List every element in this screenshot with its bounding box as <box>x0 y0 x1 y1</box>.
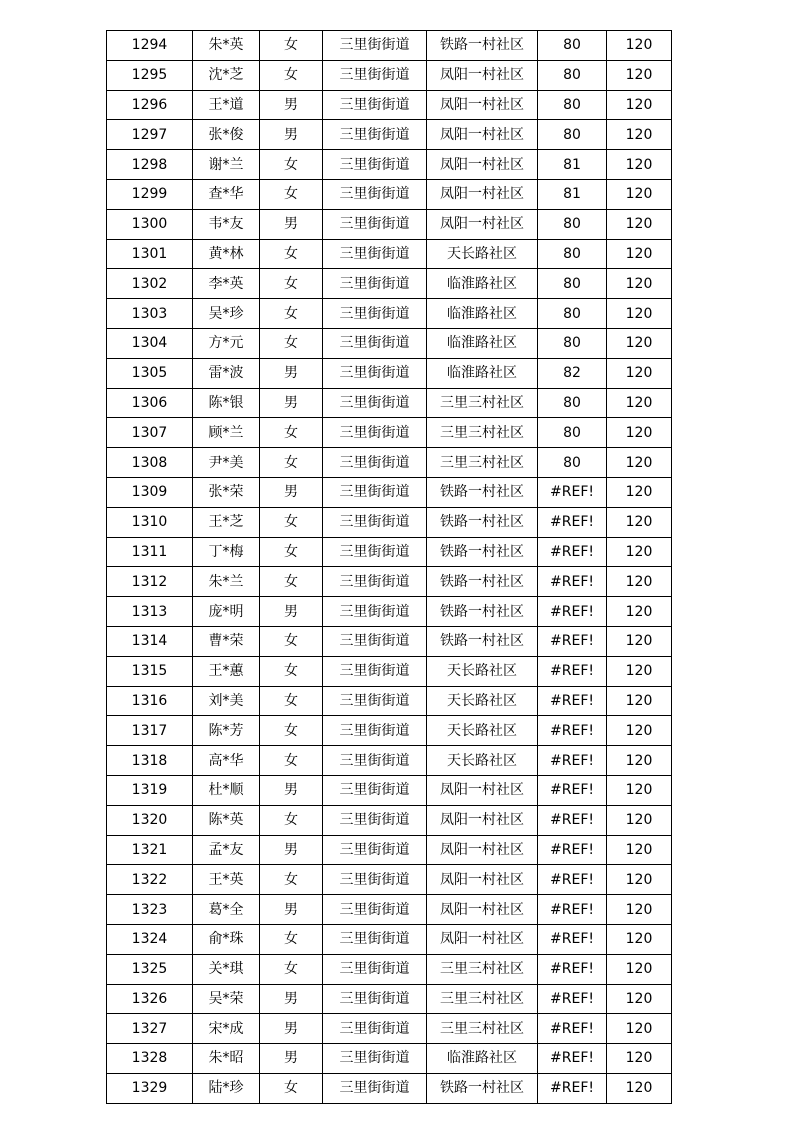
record-name-cell: 王*道 <box>193 90 260 120</box>
record-gender-cell: 男 <box>260 358 323 388</box>
record-street-cell: 三里街街道 <box>323 716 427 746</box>
record-gender-cell: 女 <box>260 805 323 835</box>
record-community-cell: 三里三村社区 <box>427 1014 538 1044</box>
record-score-cell: 80 <box>538 209 607 239</box>
record-amount-cell: 120 <box>607 60 672 90</box>
record-score-cell: #REF! <box>538 746 607 776</box>
record-name-cell: 高*华 <box>193 746 260 776</box>
record-id-cell: 1297 <box>107 120 193 150</box>
record-community-cell: 铁路一村社区 <box>427 597 538 627</box>
record-street-cell: 三里街街道 <box>323 686 427 716</box>
record-id-cell: 1305 <box>107 358 193 388</box>
record-community-cell: 铁路一村社区 <box>427 626 538 656</box>
record-amount-cell: 120 <box>607 775 672 805</box>
record-score-cell: #REF! <box>538 597 607 627</box>
record-community-cell: 三里三村社区 <box>427 984 538 1014</box>
record-score-cell: #REF! <box>538 984 607 1014</box>
record-community-cell: 凤阳一村社区 <box>427 835 538 865</box>
record-amount-cell: 120 <box>607 269 672 299</box>
record-score-cell: #REF! <box>538 924 607 954</box>
record-amount-cell: 120 <box>607 686 672 716</box>
record-gender-cell: 男 <box>260 388 323 418</box>
record-name-cell: 朱*英 <box>193 31 260 61</box>
record-community-cell: 凤阳一村社区 <box>427 924 538 954</box>
record-id-cell: 1314 <box>107 626 193 656</box>
record-gender-cell: 男 <box>260 775 323 805</box>
record-name-cell: 刘*美 <box>193 686 260 716</box>
record-score-cell: #REF! <box>538 775 607 805</box>
record-gender-cell: 男 <box>260 984 323 1014</box>
record-id-cell: 1296 <box>107 90 193 120</box>
table-row <box>107 477 672 507</box>
record-street-cell: 三里街街道 <box>323 537 427 567</box>
record-community-cell: 三里三村社区 <box>427 418 538 448</box>
record-street-cell: 三里街街道 <box>323 567 427 597</box>
record-id-cell: 1295 <box>107 60 193 90</box>
record-score-cell: 80 <box>538 328 607 358</box>
table-row <box>107 120 672 150</box>
record-gender-cell: 男 <box>260 209 323 239</box>
record-gender-cell: 男 <box>260 597 323 627</box>
record-id-cell: 1328 <box>107 1044 193 1074</box>
record-score-cell: 82 <box>538 358 607 388</box>
record-score-cell: 80 <box>538 418 607 448</box>
table-row <box>107 60 672 90</box>
record-gender-cell: 女 <box>260 150 323 180</box>
record-street-cell: 三里街街道 <box>323 299 427 329</box>
record-street-cell: 三里街街道 <box>323 1044 427 1074</box>
record-score-cell: 80 <box>538 120 607 150</box>
record-id-cell: 1323 <box>107 895 193 925</box>
record-score-cell: #REF! <box>538 716 607 746</box>
record-name-cell: 陈*银 <box>193 388 260 418</box>
record-score-cell: #REF! <box>538 567 607 597</box>
record-gender-cell: 女 <box>260 31 323 61</box>
record-name-cell: 丁*梅 <box>193 537 260 567</box>
record-street-cell: 三里街街道 <box>323 924 427 954</box>
record-amount-cell: 120 <box>607 567 672 597</box>
record-amount-cell: 120 <box>607 984 672 1014</box>
table-row <box>107 179 672 209</box>
record-score-cell: 80 <box>538 448 607 478</box>
record-score-cell: #REF! <box>538 835 607 865</box>
record-amount-cell: 120 <box>607 895 672 925</box>
record-score-cell: #REF! <box>538 954 607 984</box>
record-community-cell: 三里三村社区 <box>427 954 538 984</box>
table-row <box>107 239 672 269</box>
record-name-cell: 雷*波 <box>193 358 260 388</box>
record-community-cell: 凤阳一村社区 <box>427 865 538 895</box>
record-id-cell: 1298 <box>107 150 193 180</box>
record-gender-cell: 女 <box>260 328 323 358</box>
record-id-cell: 1318 <box>107 746 193 776</box>
record-street-cell: 三里街街道 <box>323 626 427 656</box>
record-gender-cell: 女 <box>260 418 323 448</box>
record-id-cell: 1325 <box>107 954 193 984</box>
record-id-cell: 1310 <box>107 507 193 537</box>
record-name-cell: 方*元 <box>193 328 260 358</box>
record-id-cell: 1304 <box>107 328 193 358</box>
record-id-cell: 1307 <box>107 418 193 448</box>
record-amount-cell: 120 <box>607 120 672 150</box>
record-street-cell: 三里街街道 <box>323 477 427 507</box>
record-community-cell: 铁路一村社区 <box>427 1073 538 1103</box>
record-community-cell: 凤阳一村社区 <box>427 60 538 90</box>
record-street-cell: 三里街街道 <box>323 31 427 61</box>
record-community-cell: 临淮路社区 <box>427 299 538 329</box>
record-community-cell: 凤阳一村社区 <box>427 805 538 835</box>
record-score-cell: #REF! <box>538 805 607 835</box>
record-score-cell: #REF! <box>538 477 607 507</box>
record-id-cell: 1312 <box>107 567 193 597</box>
record-gender-cell: 女 <box>260 448 323 478</box>
table-row <box>107 150 672 180</box>
table-row <box>107 1014 672 1044</box>
record-name-cell: 查*华 <box>193 179 260 209</box>
record-community-cell: 天长路社区 <box>427 686 538 716</box>
record-amount-cell: 120 <box>607 716 672 746</box>
record-community-cell: 临淮路社区 <box>427 328 538 358</box>
table-row <box>107 567 672 597</box>
record-id-cell: 1324 <box>107 924 193 954</box>
record-name-cell: 陆*珍 <box>193 1073 260 1103</box>
record-street-cell: 三里街街道 <box>323 656 427 686</box>
record-gender-cell: 女 <box>260 239 323 269</box>
record-community-cell: 凤阳一村社区 <box>427 179 538 209</box>
table-row <box>107 716 672 746</box>
record-gender-cell: 女 <box>260 686 323 716</box>
record-id-cell: 1309 <box>107 477 193 507</box>
record-gender-cell: 女 <box>260 1073 323 1103</box>
record-id-cell: 1329 <box>107 1073 193 1103</box>
record-community-cell: 天长路社区 <box>427 746 538 776</box>
record-street-cell: 三里街街道 <box>323 597 427 627</box>
record-score-cell: 81 <box>538 150 607 180</box>
record-id-cell: 1321 <box>107 835 193 865</box>
record-community-cell: 铁路一村社区 <box>427 477 538 507</box>
record-score-cell: #REF! <box>538 686 607 716</box>
record-score-cell: #REF! <box>538 865 607 895</box>
table-row <box>107 984 672 1014</box>
table-row <box>107 418 672 448</box>
record-amount-cell: 120 <box>607 597 672 627</box>
record-id-cell: 1299 <box>107 179 193 209</box>
record-score-cell: #REF! <box>538 895 607 925</box>
record-community-cell: 凤阳一村社区 <box>427 120 538 150</box>
table-row <box>107 448 672 478</box>
record-community-cell: 天长路社区 <box>427 239 538 269</box>
record-gender-cell: 女 <box>260 924 323 954</box>
record-community-cell: 三里三村社区 <box>427 448 538 478</box>
record-score-cell: #REF! <box>538 1073 607 1103</box>
record-street-cell: 三里街街道 <box>323 358 427 388</box>
record-id-cell: 1308 <box>107 448 193 478</box>
record-name-cell: 李*英 <box>193 269 260 299</box>
record-id-cell: 1313 <box>107 597 193 627</box>
record-gender-cell: 女 <box>260 716 323 746</box>
table-row <box>107 358 672 388</box>
record-amount-cell: 120 <box>607 1073 672 1103</box>
record-community-cell: 凤阳一村社区 <box>427 150 538 180</box>
table-row <box>107 507 672 537</box>
record-amount-cell: 120 <box>607 90 672 120</box>
record-id-cell: 1316 <box>107 686 193 716</box>
record-street-cell: 三里街街道 <box>323 954 427 984</box>
record-name-cell: 宋*成 <box>193 1014 260 1044</box>
record-street-cell: 三里街街道 <box>323 60 427 90</box>
record-id-cell: 1294 <box>107 31 193 61</box>
record-street-cell: 三里街街道 <box>323 895 427 925</box>
record-gender-cell: 男 <box>260 1044 323 1074</box>
records-body <box>107 31 672 1104</box>
record-score-cell: 80 <box>538 60 607 90</box>
record-name-cell: 孟*友 <box>193 835 260 865</box>
record-amount-cell: 120 <box>607 924 672 954</box>
record-gender-cell: 男 <box>260 120 323 150</box>
table-row <box>107 895 672 925</box>
record-score-cell: 80 <box>538 239 607 269</box>
record-street-cell: 三里街街道 <box>323 150 427 180</box>
table-row <box>107 90 672 120</box>
record-score-cell: #REF! <box>538 1044 607 1074</box>
record-amount-cell: 120 <box>607 209 672 239</box>
table-row <box>107 537 672 567</box>
record-amount-cell: 120 <box>607 537 672 567</box>
table-row <box>107 805 672 835</box>
record-name-cell: 俞*珠 <box>193 924 260 954</box>
record-id-cell: 1300 <box>107 209 193 239</box>
record-id-cell: 1301 <box>107 239 193 269</box>
record-amount-cell: 120 <box>607 507 672 537</box>
record-amount-cell: 120 <box>607 1014 672 1044</box>
record-street-cell: 三里街街道 <box>323 746 427 776</box>
record-street-cell: 三里街街道 <box>323 1073 427 1103</box>
record-gender-cell: 女 <box>260 269 323 299</box>
record-gender-cell: 男 <box>260 835 323 865</box>
record-id-cell: 1317 <box>107 716 193 746</box>
table-row <box>107 269 672 299</box>
record-score-cell: #REF! <box>538 507 607 537</box>
record-gender-cell: 女 <box>260 179 323 209</box>
record-id-cell: 1303 <box>107 299 193 329</box>
record-gender-cell: 男 <box>260 1014 323 1044</box>
record-score-cell: #REF! <box>538 1014 607 1044</box>
record-name-cell: 朱*兰 <box>193 567 260 597</box>
record-score-cell: 80 <box>538 269 607 299</box>
record-gender-cell: 女 <box>260 60 323 90</box>
record-street-cell: 三里街街道 <box>323 120 427 150</box>
record-amount-cell: 120 <box>607 477 672 507</box>
record-amount-cell: 120 <box>607 656 672 686</box>
record-id-cell: 1326 <box>107 984 193 1014</box>
record-score-cell: 80 <box>538 299 607 329</box>
record-street-cell: 三里街街道 <box>323 507 427 537</box>
record-name-cell: 王*蕙 <box>193 656 260 686</box>
table-row <box>107 924 672 954</box>
record-street-cell: 三里街街道 <box>323 179 427 209</box>
record-community-cell: 凤阳一村社区 <box>427 209 538 239</box>
table-row <box>107 775 672 805</box>
record-amount-cell: 120 <box>607 299 672 329</box>
record-id-cell: 1320 <box>107 805 193 835</box>
record-id-cell: 1302 <box>107 269 193 299</box>
record-name-cell: 陈*芳 <box>193 716 260 746</box>
record-amount-cell: 120 <box>607 1044 672 1074</box>
record-gender-cell: 女 <box>260 567 323 597</box>
record-id-cell: 1322 <box>107 865 193 895</box>
table-row <box>107 1044 672 1074</box>
record-street-cell: 三里街街道 <box>323 418 427 448</box>
record-amount-cell: 120 <box>607 388 672 418</box>
record-name-cell: 张*荣 <box>193 477 260 507</box>
record-score-cell: 81 <box>538 179 607 209</box>
record-name-cell: 朱*昭 <box>193 1044 260 1074</box>
record-community-cell: 天长路社区 <box>427 656 538 686</box>
record-name-cell: 黄*林 <box>193 239 260 269</box>
record-street-cell: 三里街街道 <box>323 984 427 1014</box>
record-name-cell: 谢*兰 <box>193 150 260 180</box>
record-street-cell: 三里街街道 <box>323 835 427 865</box>
record-id-cell: 1306 <box>107 388 193 418</box>
record-name-cell: 杜*顺 <box>193 775 260 805</box>
record-amount-cell: 120 <box>607 746 672 776</box>
record-street-cell: 三里街街道 <box>323 239 427 269</box>
table-row <box>107 597 672 627</box>
record-street-cell: 三里街街道 <box>323 209 427 239</box>
record-street-cell: 三里街街道 <box>323 805 427 835</box>
table-row <box>107 865 672 895</box>
record-street-cell: 三里街街道 <box>323 865 427 895</box>
record-name-cell: 葛*全 <box>193 895 260 925</box>
record-name-cell: 关*琪 <box>193 954 260 984</box>
record-gender-cell: 女 <box>260 865 323 895</box>
record-score-cell: 80 <box>538 31 607 61</box>
record-amount-cell: 120 <box>607 31 672 61</box>
record-name-cell: 沈*芝 <box>193 60 260 90</box>
record-name-cell: 吴*珍 <box>193 299 260 329</box>
record-id-cell: 1311 <box>107 537 193 567</box>
table-row <box>107 656 672 686</box>
record-name-cell: 吴*荣 <box>193 984 260 1014</box>
record-name-cell: 陈*英 <box>193 805 260 835</box>
record-community-cell: 铁路一村社区 <box>427 567 538 597</box>
record-amount-cell: 120 <box>607 865 672 895</box>
records-table <box>106 30 672 1104</box>
record-community-cell: 三里三村社区 <box>427 388 538 418</box>
record-name-cell: 顾*兰 <box>193 418 260 448</box>
record-community-cell: 临淮路社区 <box>427 269 538 299</box>
record-id-cell: 1327 <box>107 1014 193 1044</box>
table-row <box>107 746 672 776</box>
record-community-cell: 铁路一村社区 <box>427 507 538 537</box>
record-score-cell: 80 <box>538 388 607 418</box>
record-community-cell: 天长路社区 <box>427 716 538 746</box>
record-street-cell: 三里街街道 <box>323 1014 427 1044</box>
record-community-cell: 铁路一村社区 <box>427 537 538 567</box>
record-gender-cell: 女 <box>260 537 323 567</box>
record-gender-cell: 女 <box>260 954 323 984</box>
record-amount-cell: 120 <box>607 239 672 269</box>
record-community-cell: 铁路一村社区 <box>427 31 538 61</box>
record-name-cell: 韦*友 <box>193 209 260 239</box>
record-amount-cell: 120 <box>607 179 672 209</box>
record-amount-cell: 120 <box>607 448 672 478</box>
record-gender-cell: 女 <box>260 626 323 656</box>
table-row <box>107 954 672 984</box>
record-gender-cell: 女 <box>260 746 323 776</box>
table-row <box>107 299 672 329</box>
record-gender-cell: 男 <box>260 477 323 507</box>
record-amount-cell: 120 <box>607 626 672 656</box>
record-street-cell: 三里街街道 <box>323 388 427 418</box>
record-score-cell: #REF! <box>538 656 607 686</box>
record-id-cell: 1315 <box>107 656 193 686</box>
table-row <box>107 388 672 418</box>
record-street-cell: 三里街街道 <box>323 448 427 478</box>
record-name-cell: 张*俊 <box>193 120 260 150</box>
table-row <box>107 626 672 656</box>
record-community-cell: 临淮路社区 <box>427 1044 538 1074</box>
record-amount-cell: 120 <box>607 418 672 448</box>
record-community-cell: 凤阳一村社区 <box>427 775 538 805</box>
table-row <box>107 1073 672 1103</box>
record-amount-cell: 120 <box>607 835 672 865</box>
record-gender-cell: 女 <box>260 507 323 537</box>
record-score-cell: #REF! <box>538 537 607 567</box>
record-gender-cell: 女 <box>260 299 323 329</box>
record-amount-cell: 120 <box>607 805 672 835</box>
record-name-cell: 庞*明 <box>193 597 260 627</box>
record-street-cell: 三里街街道 <box>323 775 427 805</box>
table-row <box>107 686 672 716</box>
record-community-cell: 凤阳一村社区 <box>427 895 538 925</box>
table-row <box>107 31 672 61</box>
record-amount-cell: 120 <box>607 954 672 984</box>
record-amount-cell: 120 <box>607 328 672 358</box>
table-row <box>107 328 672 358</box>
table-row <box>107 209 672 239</box>
record-name-cell: 王*英 <box>193 865 260 895</box>
record-name-cell: 曹*荣 <box>193 626 260 656</box>
record-gender-cell: 男 <box>260 895 323 925</box>
record-score-cell: #REF! <box>538 626 607 656</box>
record-street-cell: 三里街街道 <box>323 269 427 299</box>
record-amount-cell: 120 <box>607 358 672 388</box>
record-gender-cell: 女 <box>260 656 323 686</box>
record-street-cell: 三里街街道 <box>323 328 427 358</box>
table-row <box>107 835 672 865</box>
record-street-cell: 三里街街道 <box>323 90 427 120</box>
record-gender-cell: 男 <box>260 90 323 120</box>
record-community-cell: 临淮路社区 <box>427 358 538 388</box>
record-name-cell: 王*芝 <box>193 507 260 537</box>
record-name-cell: 尹*美 <box>193 448 260 478</box>
record-amount-cell: 120 <box>607 150 672 180</box>
record-score-cell: 80 <box>538 90 607 120</box>
record-id-cell: 1319 <box>107 775 193 805</box>
record-community-cell: 凤阳一村社区 <box>427 90 538 120</box>
